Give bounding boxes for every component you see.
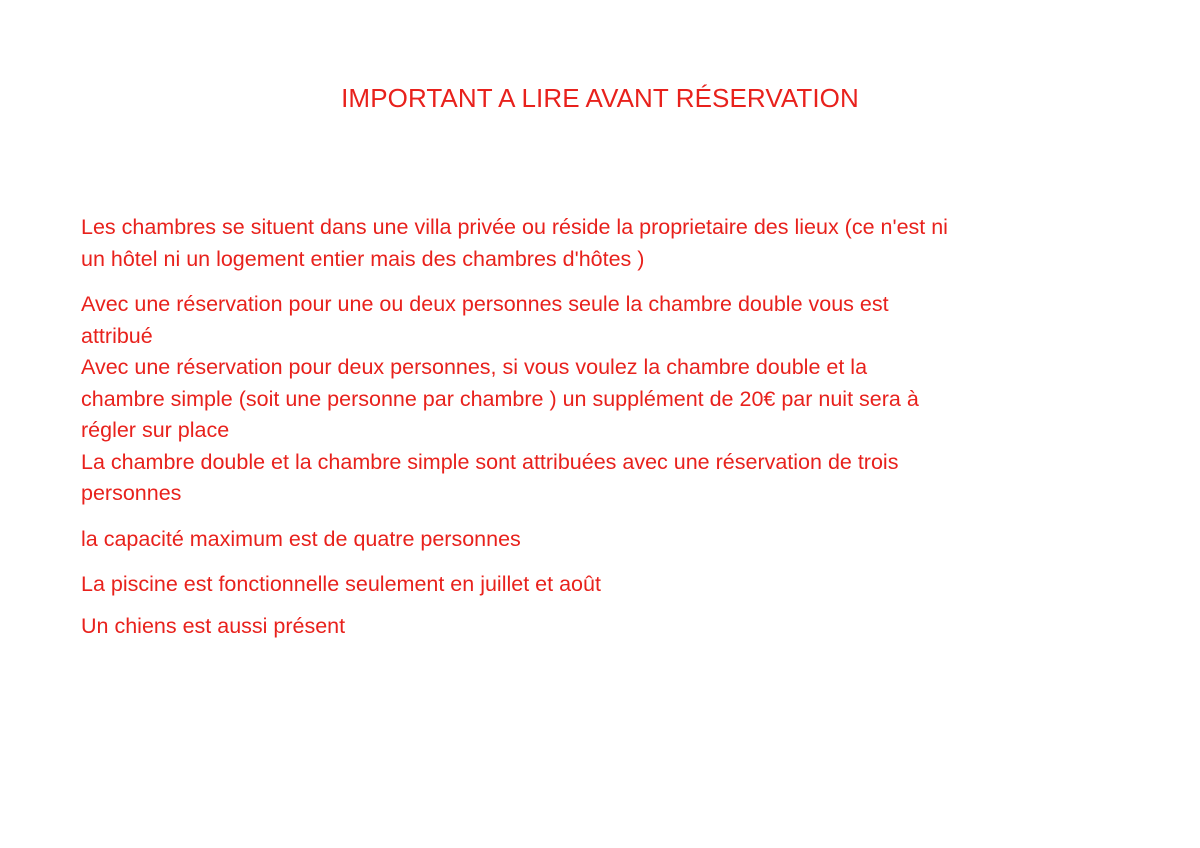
paragraph-attribution-chambres — [81, 289, 1141, 510]
text-line: la capacité maximum est de quatre personnes — [81, 526, 521, 551]
document-body — [81, 212, 1141, 642]
text-line: attribué — [81, 323, 153, 348]
text-line: La piscine est fonctionnelle seulement en juillet et août — [81, 572, 601, 596]
text-line: chambre simple (soit une personne par chambre ) un supplément de 20€ par nuit sera à — [81, 386, 919, 411]
text-line: Avec une réservation pour une ou deux personnes seule la chambre double vous est — [81, 292, 889, 316]
paragraph-chien — [81, 611, 1141, 643]
paragraph-capacite — [81, 524, 1141, 556]
paragraph-piscine — [81, 569, 1141, 601]
text-line: un hôtel ni un logement entier mais des chambres d'hôtes ) — [81, 246, 645, 271]
paragraph-chambres-location — [81, 212, 1141, 275]
text-line: La chambre double et la chambre simple sont attribuées avec une réservation de trois — [81, 449, 899, 474]
text-line: Un chiens est aussi présent — [81, 613, 346, 638]
text-line: personnes — [81, 481, 182, 505]
text-line: Avec une réservation pour deux personnes, si vous voulez la chambre double et la — [81, 355, 868, 379]
text-line: Les chambres se situent dans une villa privée ou réside la proprietaire des lieux (ce n'est ni — [81, 215, 948, 239]
document-title: IMPORTANT A LIRE AVANT RÉSERVATION — [341, 83, 859, 113]
text-line: régler sur place — [81, 418, 230, 442]
